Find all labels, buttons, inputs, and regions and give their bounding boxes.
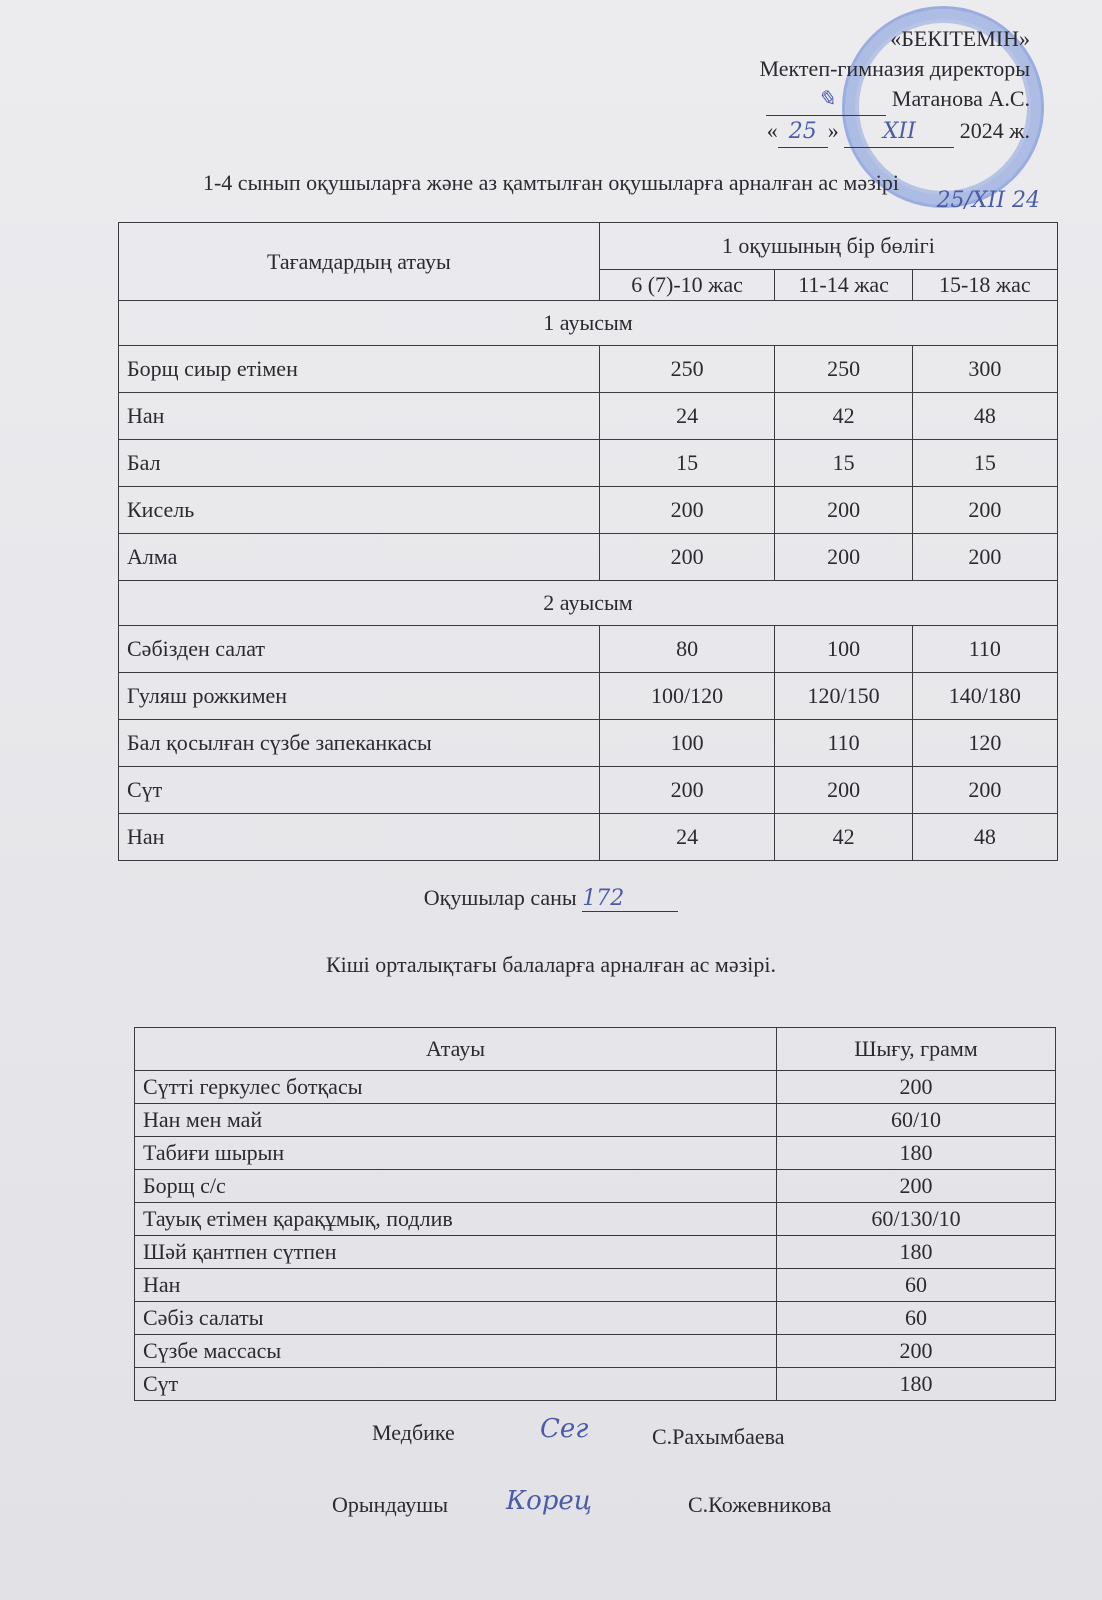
portion-value: 42	[775, 393, 912, 440]
portion-value: 200	[599, 487, 775, 534]
dish-name: Борщ с/с	[135, 1170, 777, 1203]
executor-name: С.Кожевникова	[688, 1492, 832, 1517]
students-count-value: 172	[582, 886, 678, 912]
output-value: 180	[777, 1137, 1056, 1170]
output-value: 180	[777, 1368, 1056, 1401]
portion-value: 200	[775, 487, 912, 534]
portion-value: 140/180	[912, 673, 1057, 720]
table-row	[135, 1368, 1056, 1401]
portion-value: 120/150	[775, 673, 912, 720]
table-row	[119, 767, 1058, 814]
dish-name: Бал	[119, 440, 600, 487]
age-group-2: 11-14 жас	[775, 270, 912, 301]
output-value: 60/10	[777, 1104, 1056, 1137]
dish-name: Нан	[119, 814, 600, 861]
approval-name-line: ✎ Матанова А.С.	[690, 84, 1030, 116]
shift-row	[119, 301, 1058, 346]
menu1-title: 1-4 сынып оқушыларға және аз қамтылған оқушыларға арналған ас мәзірі	[202, 170, 900, 195]
table-row	[135, 1269, 1056, 1302]
portion-value: 48	[912, 393, 1057, 440]
portion-value: 15	[599, 440, 775, 487]
students-count-label: Оқушылар саны	[423, 885, 577, 910]
table-row	[119, 626, 1058, 673]
table-row	[119, 673, 1058, 720]
output-value: 60/130/10	[777, 1203, 1056, 1236]
table-row	[135, 1302, 1056, 1335]
dish-name: Шәй қантпен сүтпен	[135, 1236, 777, 1269]
portion-value: 100	[775, 626, 912, 673]
dish-name: Борщ сиыр етімен	[119, 346, 600, 393]
approval-month: XII	[844, 117, 954, 148]
menu1-header-name: Тағамдардың атауы	[119, 223, 600, 301]
nurse-signature: Сег	[540, 1414, 589, 1444]
shift-row	[119, 581, 1058, 626]
output-value: 200	[777, 1170, 1056, 1203]
menu2-header-row	[135, 1028, 1056, 1071]
output-value: 60	[777, 1269, 1056, 1302]
portion-value: 200	[599, 534, 775, 581]
dish-name: Кисель	[119, 487, 600, 534]
portion-value: 100/120	[599, 673, 775, 720]
menu1-header-row	[119, 223, 1058, 270]
age-group-3: 15-18 жас	[912, 270, 1057, 301]
table-row	[135, 1203, 1056, 1236]
dish-name: Алма	[119, 534, 600, 581]
approval-title: «БЕКІТЕМІН»	[890, 26, 1030, 51]
age-group-1: 6 (7)-10 жас	[599, 270, 775, 301]
portion-value: 250	[775, 346, 912, 393]
portion-value: 24	[599, 814, 775, 861]
dish-name: Сүтті геркулес ботқасы	[135, 1071, 777, 1104]
approval-position: Мектеп-гимназия директоры	[759, 56, 1030, 81]
portion-value: 100	[599, 720, 775, 767]
table-row	[135, 1104, 1056, 1137]
menu2-header-output: Шығу, грамм	[777, 1028, 1056, 1071]
table-row	[135, 1071, 1056, 1104]
menu1-table	[118, 222, 1058, 861]
table-row	[135, 1335, 1056, 1368]
portion-value: 200	[912, 534, 1057, 581]
portion-value: 200	[775, 767, 912, 814]
dish-name: Табиғи шырын	[135, 1137, 777, 1170]
portion-value: 80	[599, 626, 775, 673]
table-row	[135, 1236, 1056, 1269]
menu2-header-name: Атауы	[135, 1028, 777, 1071]
table-row	[119, 440, 1058, 487]
portion-value: 24	[599, 393, 775, 440]
dish-name: Сәбіз салаты	[135, 1302, 777, 1335]
approval-year: 2024 ж.	[959, 118, 1030, 143]
approval-name: Матанова А.С.	[891, 86, 1030, 111]
output-value: 60	[777, 1302, 1056, 1335]
portion-value: 200	[912, 487, 1057, 534]
menu2-table	[134, 1027, 1056, 1401]
portion-value: 250	[599, 346, 775, 393]
portion-value: 48	[912, 814, 1057, 861]
dish-name: Сүт	[119, 767, 600, 814]
portion-value: 200	[599, 767, 775, 814]
output-value: 200	[777, 1071, 1056, 1104]
table-row	[119, 393, 1058, 440]
dish-name: Сәбізден салат	[119, 626, 600, 673]
portion-value: 200	[775, 534, 912, 581]
portion-value: 110	[775, 720, 912, 767]
handwritten-date: 25/XII 24	[936, 188, 1040, 213]
approval-date-line: « 25 » XII 2024 ж.	[690, 116, 1030, 148]
table-row	[119, 487, 1058, 534]
dish-name: Нан	[135, 1269, 777, 1302]
portion-value: 110	[912, 626, 1057, 673]
table-row	[119, 814, 1058, 861]
dish-name: Сүзбе массасы	[135, 1335, 777, 1368]
approval-day: 25	[778, 117, 828, 148]
menu2-title: Кіші орталықтағы балаларға арналған ас мәзірі.	[325, 952, 777, 977]
output-value: 200	[777, 1335, 1056, 1368]
shift-1-label: 1 ауысым	[119, 301, 1058, 346]
dish-name: Нан	[119, 393, 600, 440]
table-row	[119, 534, 1058, 581]
dish-name: Гуляш рожкимен	[119, 673, 600, 720]
table-row	[119, 720, 1058, 767]
portion-value: 120	[912, 720, 1057, 767]
portion-value: 200	[912, 767, 1057, 814]
nurse-name: С.Рахымбаева	[652, 1424, 785, 1449]
portion-value: 42	[775, 814, 912, 861]
approval-block	[690, 24, 1030, 148]
shift-2-label: 2 ауысым	[119, 581, 1058, 626]
dish-name: Сүт	[135, 1368, 777, 1401]
output-value: 180	[777, 1236, 1056, 1269]
portion-value: 15	[912, 440, 1057, 487]
table-row	[135, 1137, 1056, 1170]
dish-name: Бал қосылған сүзбе запеканкасы	[119, 720, 600, 767]
menu1-header-portion: 1 оқушының бір бөлігі	[599, 223, 1057, 270]
portion-value: 300	[912, 346, 1057, 393]
students-count-line	[0, 885, 1102, 912]
portion-value: 15	[775, 440, 912, 487]
table-row	[119, 346, 1058, 393]
table-row	[135, 1170, 1056, 1203]
executor-label: Орындаушы	[332, 1492, 449, 1517]
nurse-label: Медбике	[372, 1420, 455, 1445]
executor-signature: Корец	[506, 1486, 592, 1516]
dish-name: Тауық етімен қарақұмық, подлив	[135, 1203, 777, 1236]
dish-name: Нан мен май	[135, 1104, 777, 1137]
